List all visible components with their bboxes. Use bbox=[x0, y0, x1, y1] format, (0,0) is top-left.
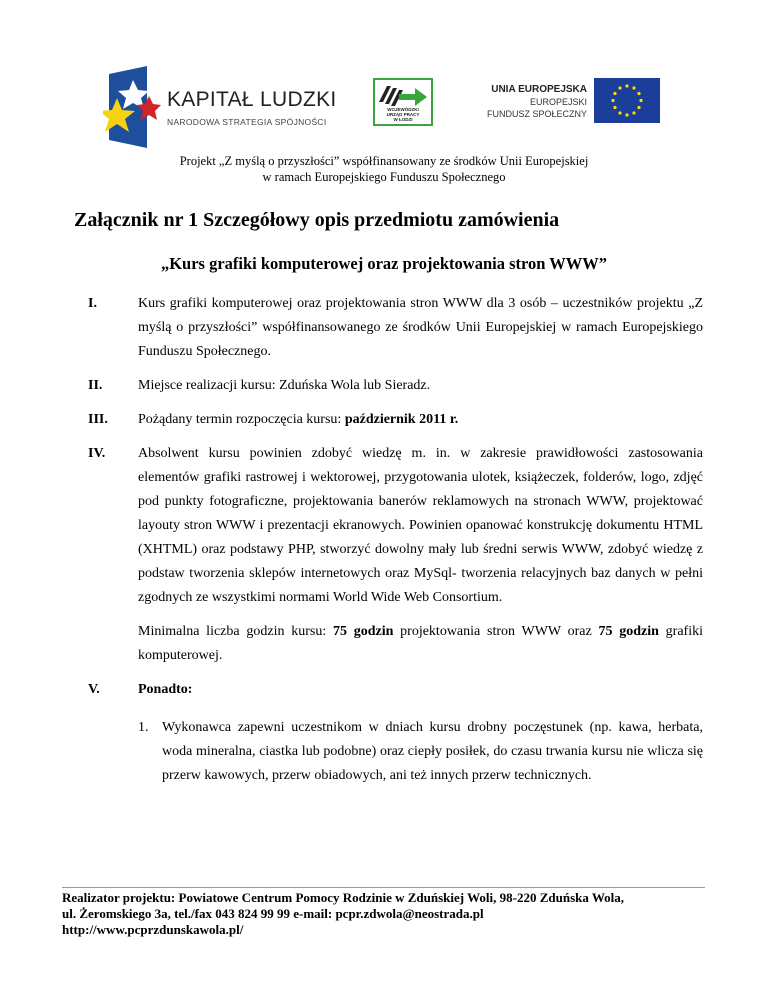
list-item-text: Wykonawca zapewni uczestnikom w dniach kursu drobny poczęstunek (np. kawa, herbata, woda mineralna, ciastka lub podobne) oraz ciepły posiłek, do czasu trwania kursu nie wlicza się przerw kawowych, przerw obiadowych, ani też innych przerw technicznych. bbox=[162, 720, 703, 783]
footer-line1: Realizator projektu: Powiatowe Centrum Pomocy Rodzinie w Zduńskiej Woli, 98-220 Zduńska Wola, bbox=[62, 890, 625, 905]
hours-text bbox=[138, 620, 703, 668]
wup-line: W ŁODZI bbox=[393, 117, 413, 122]
wup-text bbox=[375, 107, 431, 122]
eu-line3: FUNDUSZ SPOŁECZNY bbox=[486, 109, 587, 119]
section-5 bbox=[88, 678, 703, 702]
footer-line2: ul. Żeromskiego 3a, tel./fax 043 824 99 99 e-mail: pcpr.zdwola@neostrada.pl bbox=[62, 906, 484, 921]
section-text: Miejsce realizacji kursu: Zduńska Wola lub Sieradz. bbox=[138, 378, 431, 393]
kapital-ludzki-subtitle: NARODOWA STRATEGIA SPÓJNOŚCI bbox=[167, 117, 327, 127]
hours-graphics: 75 godzin bbox=[598, 624, 659, 639]
document-body bbox=[88, 292, 703, 788]
section-text bbox=[138, 408, 703, 432]
kapital-ludzki-logo bbox=[103, 66, 343, 148]
section-number: III. bbox=[88, 412, 108, 427]
hours-part: projektowania stron WWW oraz bbox=[393, 624, 599, 639]
hours-web: 75 godzin bbox=[332, 624, 394, 639]
start-date-label: Pożądany termin rozpoczęcia kursu: bbox=[138, 412, 345, 427]
list-item bbox=[138, 716, 703, 788]
page-title: Załącznik nr 1 Szczegółowy opis przedmiotu zamówienia bbox=[74, 209, 560, 231]
section-text: Kurs grafiki komputerowej oraz projektowania stron WWW dla 3 osób – uczestników projektu „Z myślą o przyszłości” współfinansowanego ze środków Unii Europejskiej w ramach Europejskiego Funduszu Społecznego. bbox=[138, 296, 703, 359]
section-3 bbox=[88, 408, 703, 432]
hours-part: Minimalna liczba godzin kursu: bbox=[138, 624, 333, 639]
hours-part: grafiki komputerowej. bbox=[138, 624, 703, 663]
project-info bbox=[0, 153, 768, 185]
eu-line1: UNIA EUROPEJSKA bbox=[491, 84, 587, 95]
section-number: I. bbox=[88, 296, 97, 311]
project-line1: Projekt „Z myślą o przyszłości” współfinansowany ze środków Unii Europejskiej bbox=[179, 154, 589, 168]
section-heading: Ponadto: bbox=[138, 682, 193, 697]
section-2 bbox=[88, 374, 703, 398]
section-1 bbox=[88, 292, 703, 364]
eu-flag-icon bbox=[594, 78, 660, 123]
eu-line2: EUROPEJSKI bbox=[529, 97, 587, 107]
kapital-ludzki-emblem-icon bbox=[103, 66, 163, 148]
footer-divider bbox=[62, 887, 705, 888]
footer bbox=[62, 890, 742, 938]
wup-lodz-logo bbox=[373, 78, 433, 126]
eu-text bbox=[450, 83, 587, 120]
kapital-ludzki-title: KAPITAŁ LUDZKI bbox=[167, 88, 337, 111]
footer-url: http://www.pcprzdunskawola.pl/ bbox=[62, 922, 244, 937]
start-date-value: październik 2011 r. bbox=[344, 412, 459, 427]
page-subtitle: „Kurs grafiki komputerowej oraz projektowania stron WWW” bbox=[160, 254, 608, 273]
section-number: IV. bbox=[88, 446, 106, 461]
wup-arrow-icon bbox=[375, 82, 431, 110]
list-item-number: 1. bbox=[138, 720, 149, 735]
section-number: V. bbox=[88, 682, 100, 697]
project-line2: w ramach Europejskiego Funduszu Społecznego bbox=[262, 170, 506, 184]
section-4 bbox=[88, 442, 703, 610]
section-text: Absolwent kursu powinien zdobyć wiedzę m. in. w zakresie prawidłowości zastosowania elementów grafiki rastrowej i wektorowej, przygotowania ulotek, książeczek, folderów, logo, zdjęć pod punkty fotograficzne, projektowania banerów reklamowych na stronach WWW, projektować layouty stron WWW i prezentacji ekranowych. Powinien opanować konstrukcję dokumentu HTML (XHTML) oraz podstawy PHP, stworzyć dowolny mały lub średni serwis WWW, zdobyć wiedzę z podstaw tworzenia sklepów internetowych oraz MySql- tworzenia relacyjnych baz danych w pełni zgodnych ze wszystkimi normami World Wide Web Consortium. bbox=[138, 446, 703, 605]
wup-line: URZĄD PRACY bbox=[386, 112, 420, 117]
wup-line: WOJEWÓDZKI bbox=[387, 107, 419, 112]
section-number: II. bbox=[88, 378, 103, 393]
